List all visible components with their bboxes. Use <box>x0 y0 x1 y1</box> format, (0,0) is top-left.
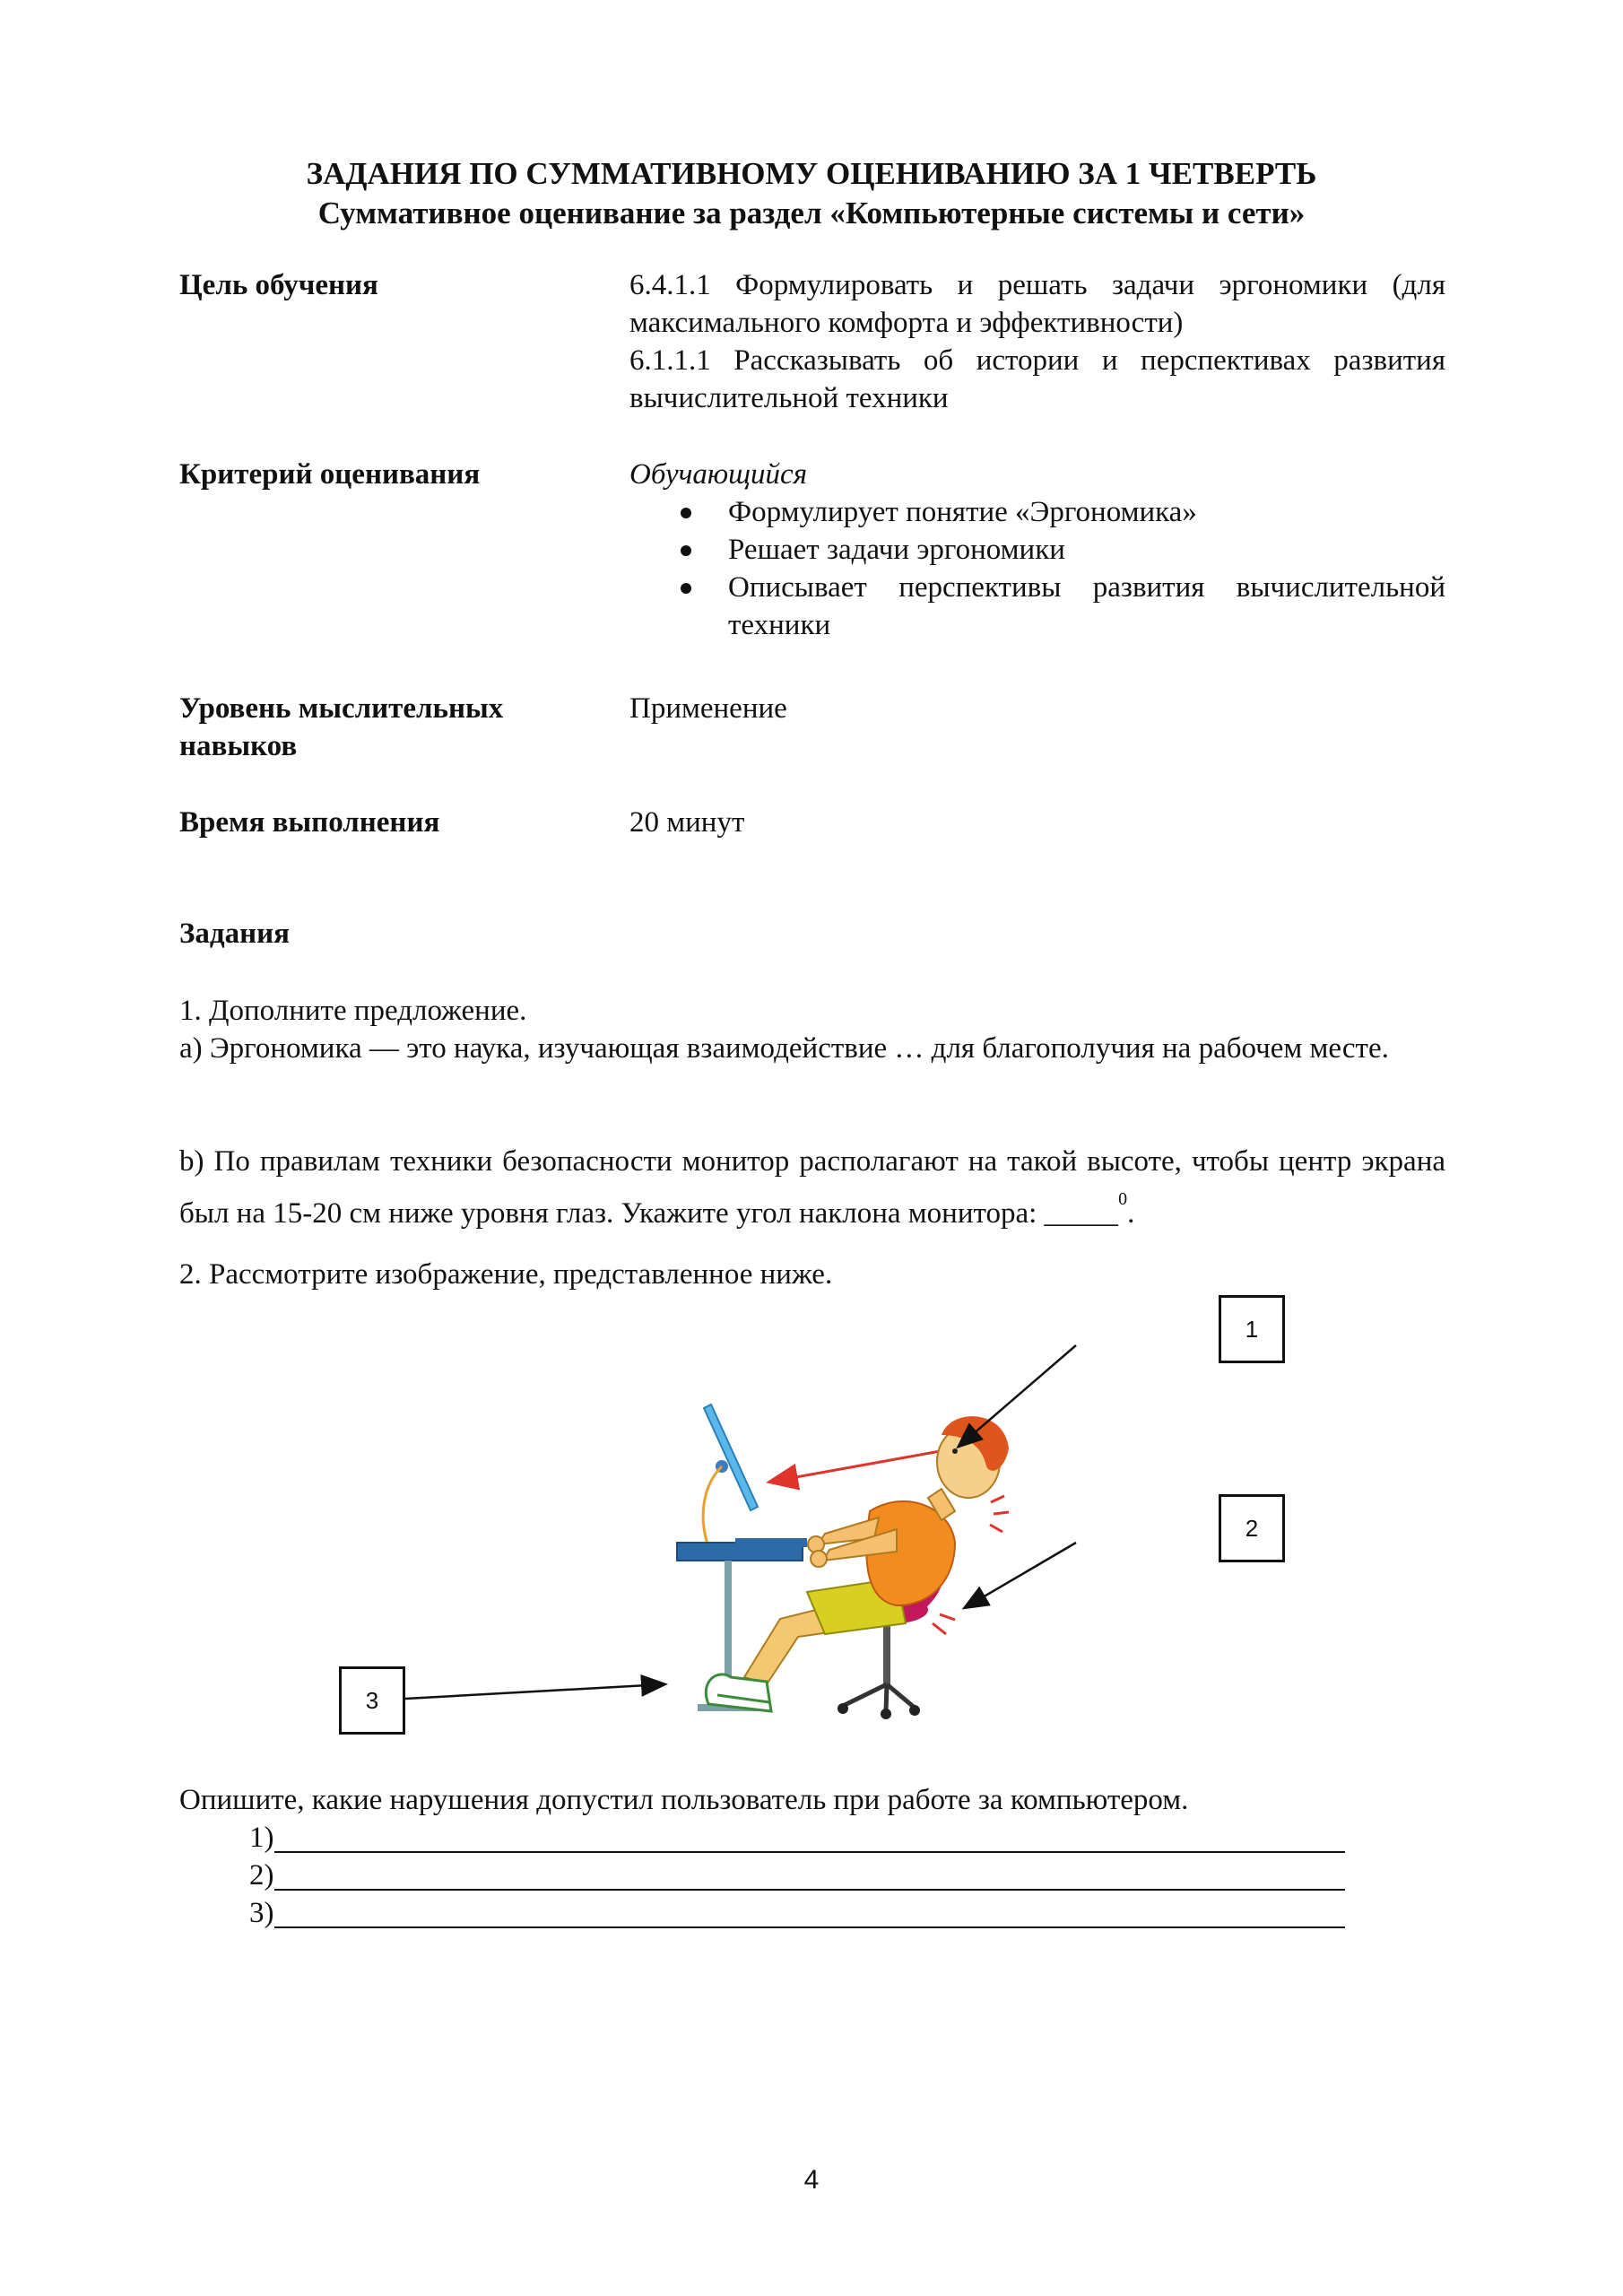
criteria-item: Решает задачи эргономики <box>629 531 1445 569</box>
answer-line[interactable] <box>249 1857 1345 1894</box>
criteria-intro: Обучающийся <box>629 458 808 491</box>
tasks-heading: Задания <box>179 918 290 950</box>
sight-line <box>771 1448 955 1482</box>
degree-mark: 0 <box>1118 1189 1128 1209</box>
page-title: ЗАДАНИЯ ПО СУММАТИВНОМУ ОЦЕНИВАНИЮ ЗА 1 ЧЕТВЕРТЬ <box>306 156 1317 191</box>
answer-lines <box>249 1819 1345 1932</box>
answer-line[interactable] <box>249 1819 1345 1857</box>
page-number: 4 <box>803 2165 820 2195</box>
task1a-text: a) Эргономика — это наука, изучающая взаимодействие … для благополучия на рабочем месте. <box>179 1032 1389 1065</box>
time-label: Время выполнения <box>179 806 440 839</box>
describe-prompt: Опишите, какие нарушения допустил пользователь при работе за компьютером. <box>179 1784 1189 1816</box>
criteria-list <box>629 493 1445 644</box>
answer-number: 1) <box>249 1822 274 1854</box>
answer-number: 2) <box>249 1859 274 1892</box>
task1b-body: b) По правилам техники безопасности монитор располагают на такой высоте, чтобы центр экрана был на 15-20 см ниже уровня глаз. Укажите угол наклона монитора: _____ <box>179 1145 1445 1230</box>
criteria-item: Формулирует понятие «Эргономика» <box>629 493 1445 531</box>
page-subtitle: Суммативное оценивание за раздел «Компьютерные системы и сети» <box>317 196 1306 230</box>
goal-value <box>629 266 1445 417</box>
answer-blank[interactable] <box>274 1824 1346 1853</box>
user-figure <box>706 1416 1009 1711</box>
task2-title: 2. Рассмотрите изображение, представленное ниже. <box>179 1258 833 1291</box>
criteria-item: Описывает перспективы развития вычислительной техники <box>629 569 1445 644</box>
answer-line[interactable] <box>249 1894 1345 1932</box>
goal-line: 6.1.1.1 Рассказывать об истории и перспективах развития вычислительной техники <box>629 344 1445 414</box>
level-value: Применение <box>629 692 787 725</box>
task1-title: 1. Дополните предложение. <box>179 995 527 1027</box>
answer-number: 3) <box>249 1897 274 1929</box>
goal-line: 6.4.1.1 Формулировать и решать задачи эргономики (для максимального комфорта и эффективности) <box>629 269 1445 339</box>
callout-box-1: 1 <box>1219 1295 1285 1363</box>
answer-blank[interactable] <box>274 1900 1346 1928</box>
callout-arrow-3 <box>405 1684 664 1699</box>
callout-arrow-1 <box>959 1345 1076 1446</box>
criteria-value <box>629 456 1445 644</box>
callout-arrow-2 <box>966 1543 1076 1607</box>
monitor <box>703 1405 758 1552</box>
criteria-label: Критерий оценивания <box>179 458 481 491</box>
time-value: 20 минут <box>629 806 745 839</box>
level-label: Уровень мыслительных навыков <box>179 692 504 762</box>
bad-posture-drawing <box>323 1283 1309 1749</box>
answer-blank[interactable] <box>274 1862 1346 1891</box>
task1b-end: . <box>1127 1197 1135 1230</box>
ergonomics-illustration <box>323 1283 1309 1749</box>
callout-box-3: 3 <box>339 1666 405 1735</box>
task1b-text <box>179 1143 1445 1232</box>
goal-label: Цель обучения <box>179 269 378 301</box>
callout-box-2: 2 <box>1219 1494 1285 1562</box>
